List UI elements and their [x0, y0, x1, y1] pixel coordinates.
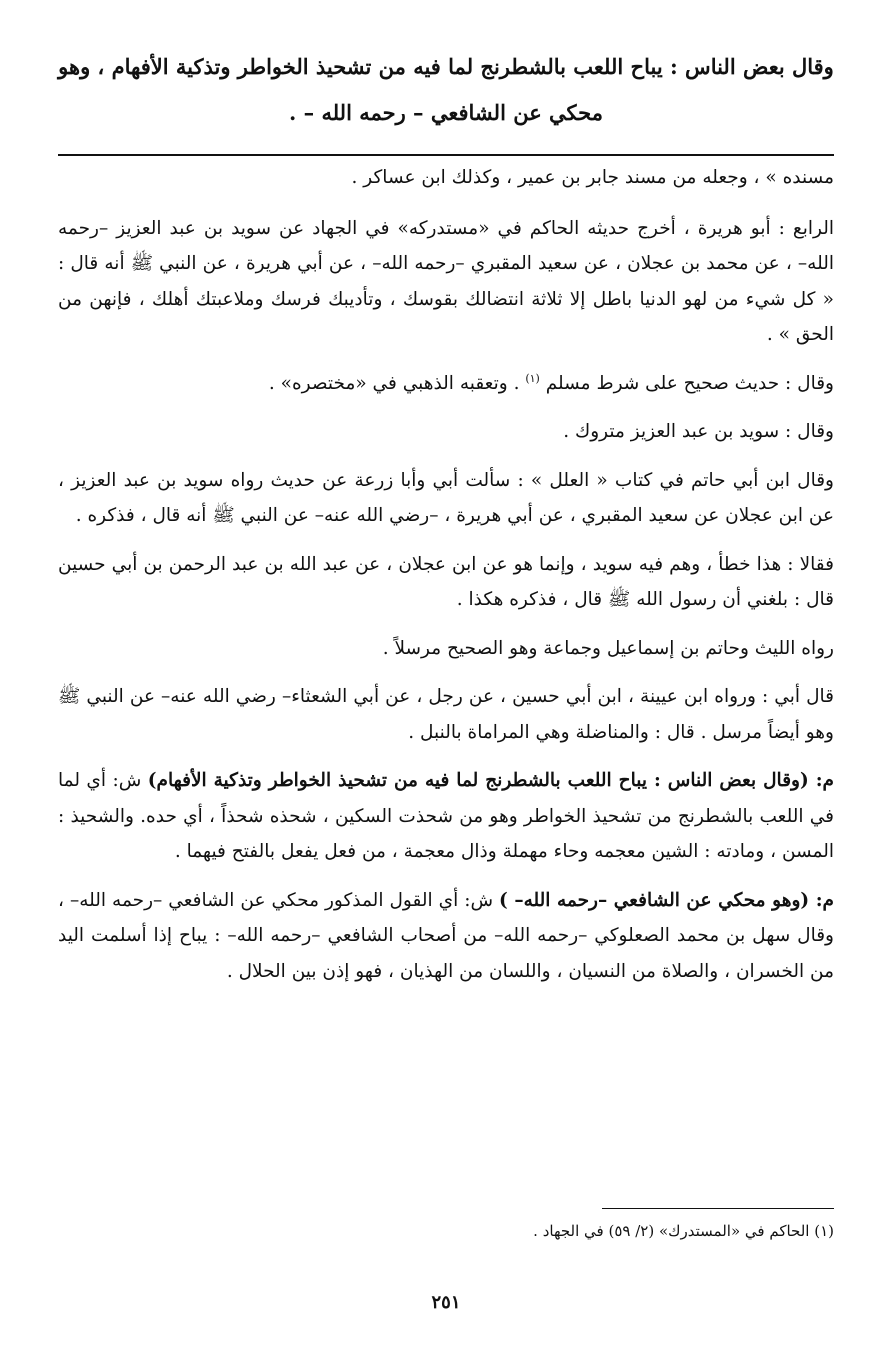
header-divider: [58, 154, 834, 156]
header-line-1: وقال بعض الناس : يباح اللعب بالشطرنج لما فيه من تشحيذ الخواطر وتذكية الأفهام ، وهو: [58, 54, 834, 79]
paragraph-2: الرابع : أبو هريرة ، أخرج حديثه الحاكم في «مستدركه» في الجهاد عن سويد بن عبد العزيز –رحمه الله– ، عن محمد بن عجلان ، عن سعيد المقبري –رحمه الله– ، عن أبي هريرة ، عن النبي ﷺ أنه قال : « كل شيء من لهو الدنيا باطل إلا ثلاثة انتضالك بقوسك ، وتأديبك فرسك وملاعبتك أهلك ، فإنهن من الحق » .: [58, 217, 834, 345]
paragraph-3-continuation: . وتعقبه الذهبي في «مختصره» .: [268, 372, 526, 394]
paragraph-10: [58, 883, 834, 990]
page-number: ٢٥١: [431, 1292, 461, 1313]
paragraph-5: وقال ابن أبي حاتم في كتاب « العلل » : سألت أبي وأبا زرعة عن حديث رواه سويد بن عبد العزيز ، عن ابن عجلان عن سعيد المقبري ، عن أبي هريرة ، –رضي الله عنه– عن النبي ﷺ أنه قال ، فذكره .: [58, 469, 834, 526]
footnote-reference: (١): [525, 371, 540, 385]
matn-quote: م: (وقال بعض الناس : يباح اللعب بالشطرنج لما فيه من تشحيذ الخواطر وتذكية الأفهام): [147, 770, 835, 791]
footnote: (١) الحاكم في «المستدرك» (٢/ ٥٩) في الجهاد .: [533, 1222, 834, 1240]
paragraph-7: رواه الليث وحاتم بن إسماعيل وجماعة وهو الصحيح مرسلاً .: [382, 637, 834, 659]
sharh-text: ش: أي القول المذكور محكي عن الشافعي –رحمه الله– ، وقال سهل بن محمد الصعلوكي –رحمه الله– من أصحاب الشافعي –رحمه الله– : يباح إذا أسلمت اليد من الخسران ، والصلاة من النسيان ، واللسان من الهذيان ، فهو إذن بين الحلال .: [58, 889, 834, 982]
paragraph-3-text: وقال : حديث صحيح على شرط مسلم: [545, 372, 834, 394]
paragraph-8: قال أبي : ورواه ابن عيينة ، ابن أبي حسين ، عن رجل ، عن أبي الشعثاء– رضي الله عنه– عن النبي ﷺ وهو أيضاً مرسل . قال : والمناضلة وهي المراماة بالنبل .: [58, 686, 834, 743]
paragraph-1: مسنده » ، وجعله من مسند جابر بن عمير ، وكذلك ابن عساكر .: [351, 167, 834, 188]
paragraph-4: وقال : سويد بن عبد العزيز متروك .: [563, 421, 834, 442]
page-header: [58, 44, 834, 136]
sharh-text: ش: أي لما في اللعب بالشطرنج من تشحيذ الخواطر وهو من شحذت السكين ، شحذه شحذاً ، أي حده. والشحيذ : المسن ، ومادته : الشين معجمه وحاء مهملة وذال معجمة ، من فعل يفعل بالفتح فيهما .: [58, 770, 834, 862]
paragraph-6: فقالا : هذا خطأ ، وهم فيه سويد ، وإنما هو عن ابن عجلان ، عن عبد الله بن عبد الرحمن بن أبي حسين قال : بلغني أن رسول الله ﷺ قال ، فذكره هكذا .: [58, 553, 834, 610]
page-body: [58, 160, 834, 1002]
matn-quote: م: (وهو محكي عن الشافعي –رحمه الله– ): [499, 889, 834, 911]
footnote-divider: [602, 1208, 834, 1209]
paragraph-9: [58, 763, 834, 870]
header-line-2: محكي عن الشافعي – رحمه الله – .: [289, 100, 603, 125]
paragraph-3: [58, 366, 834, 402]
